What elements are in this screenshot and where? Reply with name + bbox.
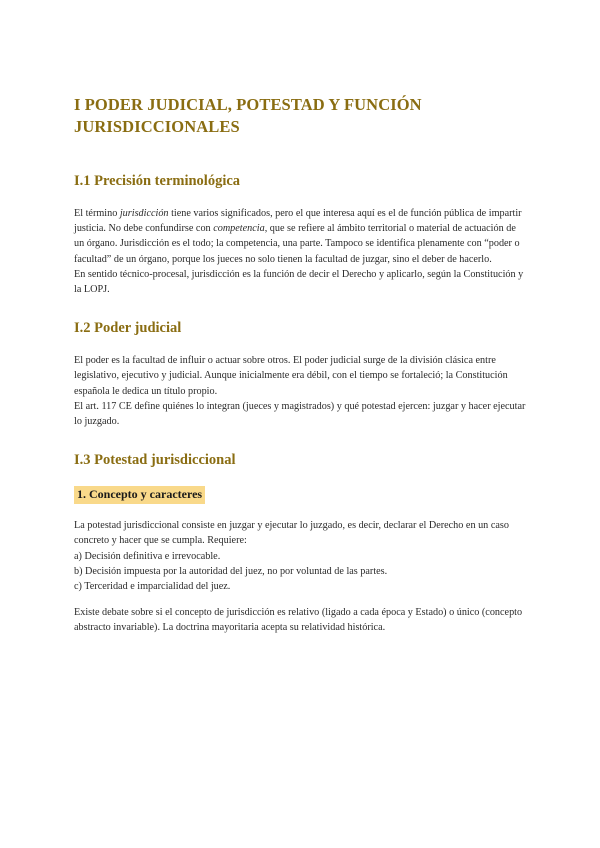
emphasis-term: jurisdicción [119, 208, 169, 219]
paragraph: En sentido técnico-procesal, jurisdicción es la función de decir el Derecho y aplicarlo, según la Constitución y la LOPJ. [74, 268, 524, 296]
section-heading-poder-judicial: I.2 Poder judicial [74, 320, 182, 337]
section-body-poder-judicial [74, 353, 526, 429]
paragraph: La potestad jurisdiccional consiste en juzgar y ejecutar lo juzgado, es decir, declarar el Derecho en un caso concreto y hacer que se cumpla. Requiere: [74, 520, 509, 547]
text-run: El término [74, 208, 120, 219]
paragraph: El art. 117 CE define quiénes lo integran (jueces y magistrados) y qué potestad ejercen: juzgar y hacer ejecutar lo juzgado. [74, 400, 526, 428]
list-item: a) Decisión definitiva e irrevocable. [74, 550, 221, 562]
list-item: b) Decisión impuesta por la autoridad del juez, no por voluntad de las partes. [74, 565, 388, 577]
section-body-precision-terminologica [74, 206, 526, 297]
paragraph: Existe debate sobre si el concepto de jurisdicción es relativo (ligado a cada época y Estado) o único (concepto abstracto invariable). La doctrina mayoritaria acepta su relatividad histórica. [74, 607, 523, 634]
section-heading-potestad-jurisdiccional: I.3 Potestad jurisdiccional [74, 452, 236, 469]
text-run: , que se refiere al ámbito territorial o material de actuación de un órgano. Jurisdicción es el todo; la competencia, una parte. Tampoco se identifica plenamente con “poder o facultad” de un órgano, porque los jueces no solo tienen la facultad de juzgar, sino el deber de hacerlo. [74, 223, 520, 265]
page-title: I PODER JUDICIAL, POTESTAD Y FUNCIÓN JURISDICCIONALES [74, 95, 422, 136]
emphasis-term: competencia [213, 223, 265, 235]
text-run: tiene varios significados, pero el que interesa aquí es el de función pública de impartir justicia. No debe confundirse con [74, 208, 522, 235]
paragraph [74, 206, 526, 267]
section-body-potestad-jurisdiccional [74, 518, 526, 635]
subheading-concepto-caracteres: 1. Concepto y caracteres [74, 486, 205, 504]
section-heading-precision-terminologica: I.1 Precisión terminológica [74, 173, 241, 189]
paragraph-spacer [74, 594, 526, 605]
paragraph: El poder es la facultad de influir o actuar sobre otros. El poder judicial surge de la división clásica entre legislativo, ejecutivo y judicial. Aunque inicialmente era débil, con el tiempo se fortaleció; la Constitución española le dedica un título propio. [74, 355, 508, 397]
list-item: c) Terceridad e imparcialidad del juez. [74, 581, 231, 593]
